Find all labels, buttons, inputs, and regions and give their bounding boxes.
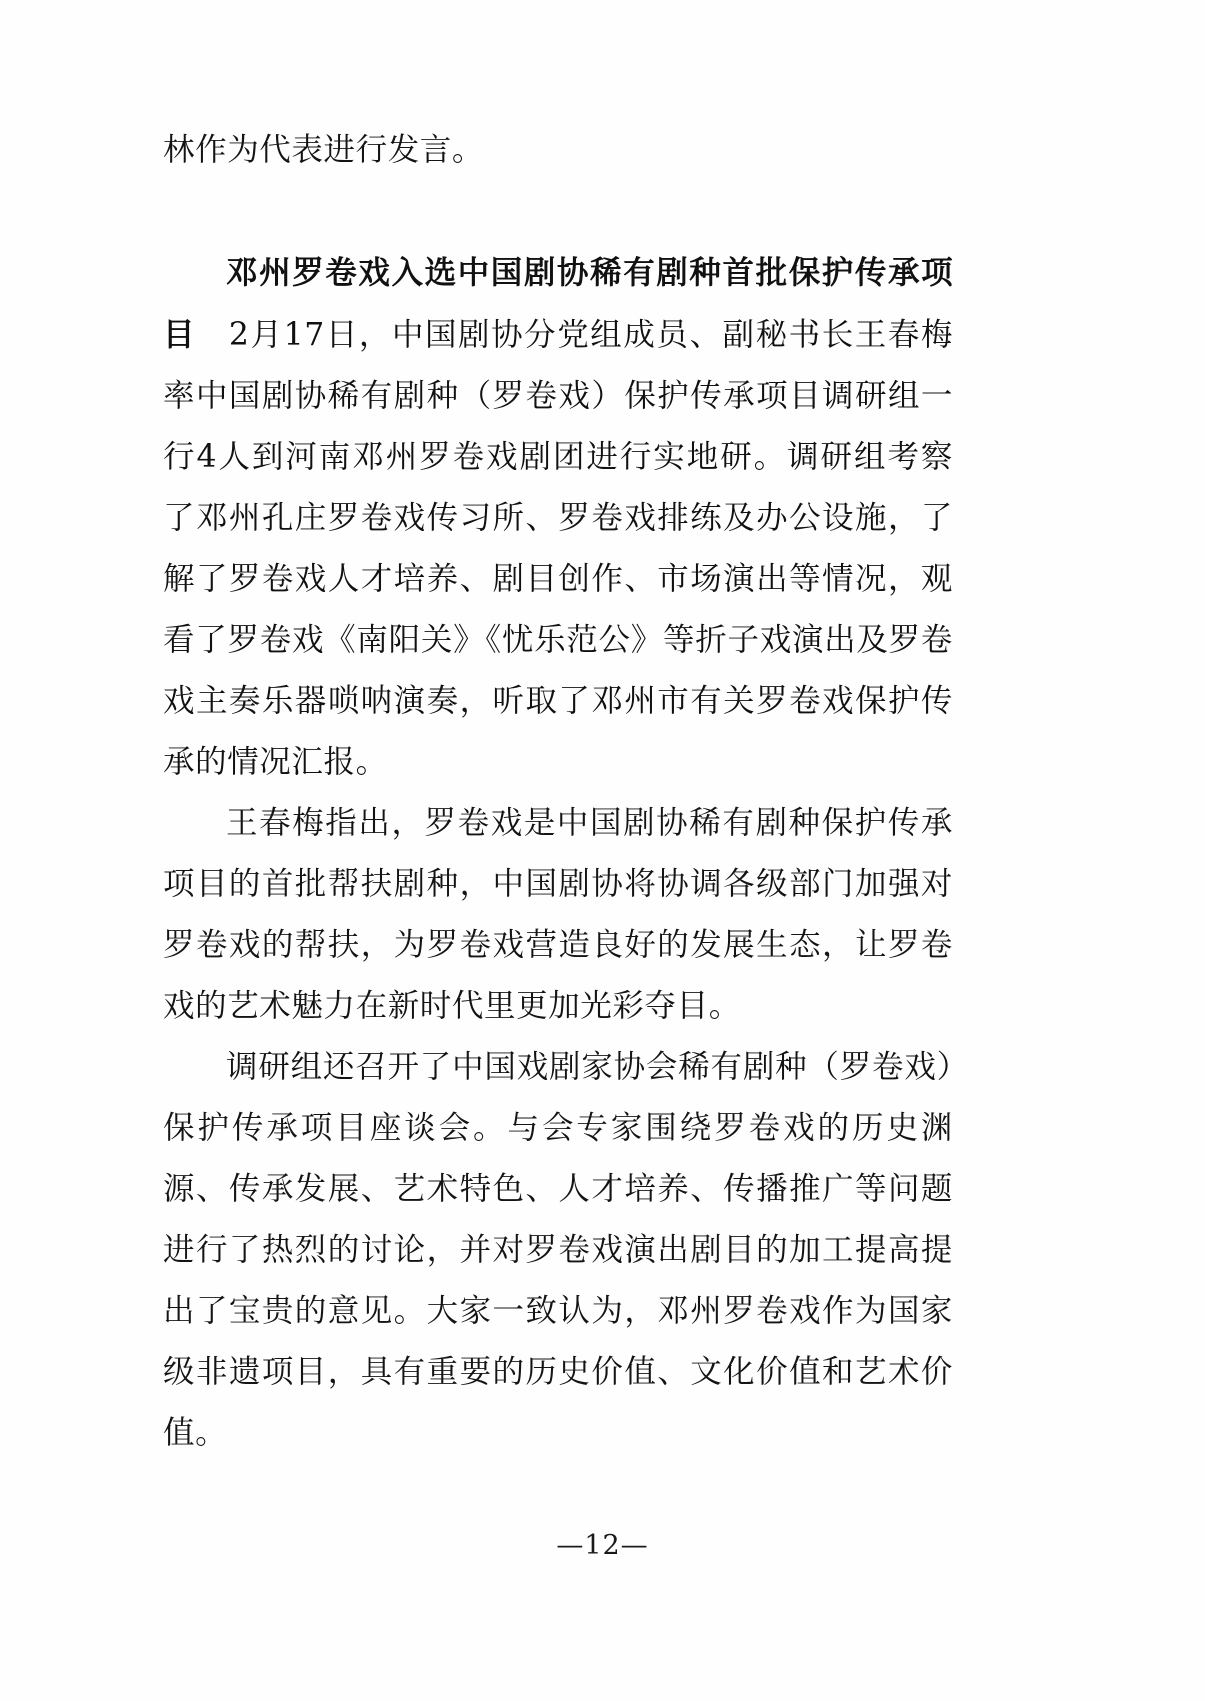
headline-title: 邓州罗卷戏入选中国剧协稀有剧种首批保护传承项目: [163, 254, 953, 353]
page-number: —12—: [556, 1530, 649, 1561]
body-paragraph-2: 调研组还召开了中国戏剧家协会稀有剧种（罗卷戏）保护传承项目座谈会。与会专家围绕罗卷戏的历史渊源、传承发展、艺术特色、人才培养、传播推广等问题进行了热烈的讨论，并对罗卷戏演出剧目的加工提高提出了宝贵的意见。大家一致认为，邓州罗卷戏作为国家级非遗项目，具有重要的历史价值、文化价值和艺术价值。: [163, 1049, 953, 1451]
headline-lead-text: 2月17日，中国剧协分党组成员、副秘书长王春梅率中国剧协稀有剧种（罗卷戏）保护传承项目调研组一行4人到河南邓州罗卷戏剧团进行实地研。调研组考察了邓州孔庄罗卷戏传习所、罗卷戏排练及办公设施，了解了罗卷戏人才培养、剧目创作、市场演出等情况，观看了罗卷戏《南阳关》《忧乐范公》等折子戏演出及罗卷戏主奏乐器唢呐演奏，听取了邓州市有关罗卷戏保护传承的情况汇报。: [163, 317, 953, 780]
page-body: [163, 120, 953, 1464]
continuation-line: 林作为代表进行发言。: [163, 132, 485, 168]
body-paragraph-1: 王春梅指出，罗卷戏是中国剧协稀有剧种保护传承项目的首批帮扶剧种，中国剧协将协调各级部门加强对罗卷戏的帮扶，为罗卷戏营造良好的发展生态，让罗卷戏的艺术魅力在新时代里更加光彩夺目。: [163, 805, 953, 1024]
headline-paragraph: [163, 242, 953, 793]
paragraph-spacer: [163, 181, 953, 242]
